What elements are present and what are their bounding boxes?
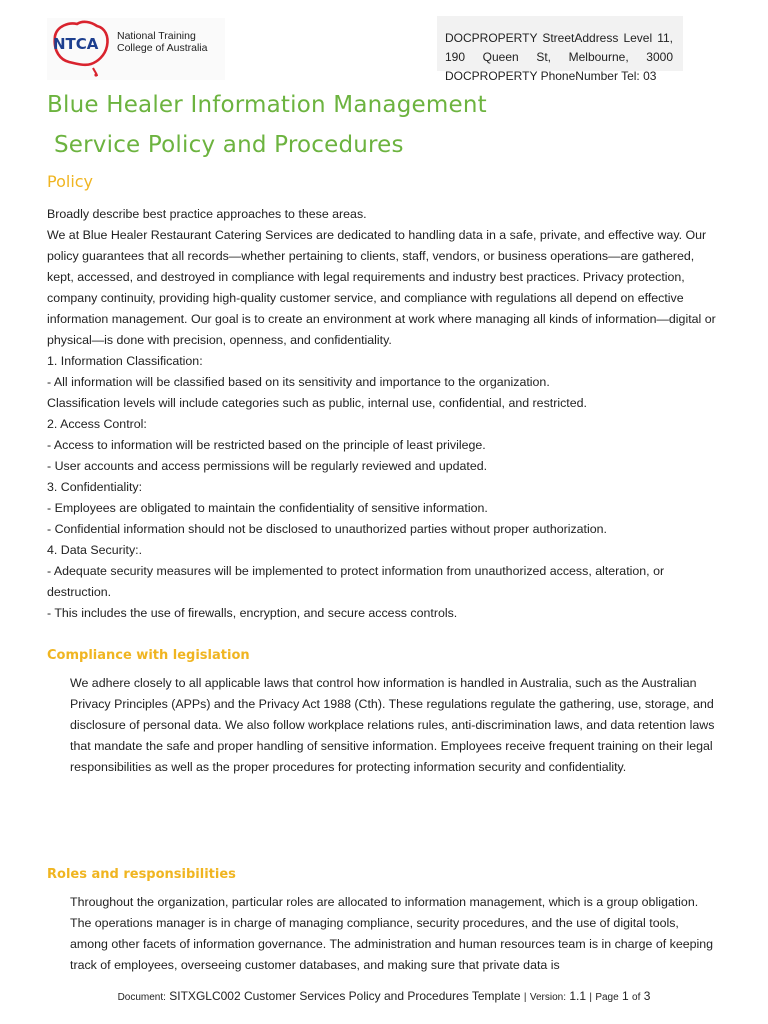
footer-page-number: 1 bbox=[622, 989, 629, 1003]
australia-map-icon bbox=[47, 18, 117, 80]
page-footer bbox=[0, 989, 768, 1003]
policy-line: - Access to information will be restricted based on the principle of least privilege. bbox=[47, 438, 486, 452]
footer-doc-name: SITXGLC002 Customer Services Policy and Procedures Template bbox=[169, 989, 521, 1003]
org-name: National Training College of Australia bbox=[117, 30, 208, 54]
footer-doc-label: Document: bbox=[117, 992, 166, 1003]
policy-line: - User accounts and access permissions will be regularly reviewed and updated. bbox=[47, 459, 488, 473]
footer-version-label: Version: bbox=[529, 992, 566, 1003]
policy-line: - All information will be classified based on its sensitivity and importance to the organization. bbox=[47, 375, 550, 389]
policy-line: 2. Access Control: bbox=[47, 417, 147, 431]
address-box bbox=[437, 16, 683, 83]
policy-line: - This includes the use of firewalls, encryption, and secure access controls. bbox=[47, 606, 458, 620]
footer-page-label: Page bbox=[595, 992, 619, 1003]
footer-of-label: of bbox=[632, 992, 641, 1003]
svg-text:NTCA: NTCA bbox=[53, 35, 99, 53]
policy-line: - Confidential information should not be disclosed to unauthorized parties without proper authorization. bbox=[47, 522, 607, 536]
compliance-heading: Compliance with legislation bbox=[47, 648, 250, 663]
policy-line: - Adequate security measures will be implemented to protect information from unauthorized access, alteration, or destruction. bbox=[47, 564, 665, 599]
policy-line: Classification levels will include categories such as public, internal use, confidential, and restricted. bbox=[47, 396, 587, 410]
footer-page-total: 3 bbox=[643, 989, 651, 1003]
roles-heading: Roles and responsibilities bbox=[47, 867, 236, 882]
compliance-text: We adhere closely to all applicable laws that control how information is handled in Australia, such as the Australian Privacy Principles (APPs) and the Privacy Act 1988 (Cth). These regulations regulate the gathering, use, storage, and disclosure of personal data. We also follow workplace relations rules, anti-discrimination laws, and data retention laws that mandate the safe and proper handling of sensitive information. Employees receive frequent training on their legal responsibilities as well as the proper procedures for protecting information security and confidentiality. bbox=[70, 676, 715, 774]
policy-heading: Policy bbox=[47, 172, 94, 191]
address-text: DOCPROPERTY StreetAddress Level 11, 190 Queen St, Melbourne, 3000 DOCPROPERTY PhoneNumber Tel: 03 bbox=[445, 31, 673, 83]
policy-line: 4. Data Security:. bbox=[47, 543, 143, 557]
footer-separator: | bbox=[589, 992, 592, 1003]
page-title-line1: Blue Healer Information Management bbox=[47, 92, 487, 118]
footer-separator: | bbox=[523, 992, 527, 1003]
policy-body bbox=[47, 204, 717, 624]
roles-text: Throughout the organization, particular roles are allocated to information management, which is a group obligation. The operations manager is in charge of managing compliance, security procedures, and the use of digital tools, among other facets of information governance. The administration and human resources team is in charge of keeping track of employees, overseeing customer databases, and making sure that private data is bbox=[70, 895, 714, 972]
footer-version: 1.1 bbox=[569, 989, 587, 1003]
ntca-logo bbox=[47, 18, 225, 80]
policy-line: 3. Confidentiality: bbox=[47, 480, 143, 494]
policy-line: 1. Information Classification: bbox=[47, 354, 203, 368]
policy-line: Broadly describe best practice approaches to these areas. bbox=[47, 207, 367, 221]
page-title-line2: Service Policy and Procedures bbox=[54, 132, 404, 158]
policy-line: - Employees are obligated to maintain the confidentiality of sensitive information. bbox=[47, 501, 488, 515]
policy-line: We at Blue Healer Restaurant Catering Services are dedicated to handling data in a safe, private, and effective way. Our policy guarantees that all records—whether pertaining to clients, staff, vendors, or business operations—are gathered, kept, accessed, and destroyed in compliance with legal requirements and industry best practices. Privacy protection, company continuity, providing high-quality customer service, and compliance with regulations all depend on effective information management. Our goal is to create an environment at work where managing all kinds of information—digital or physical—is done with precision, openness, and confidentiality. bbox=[47, 228, 716, 347]
